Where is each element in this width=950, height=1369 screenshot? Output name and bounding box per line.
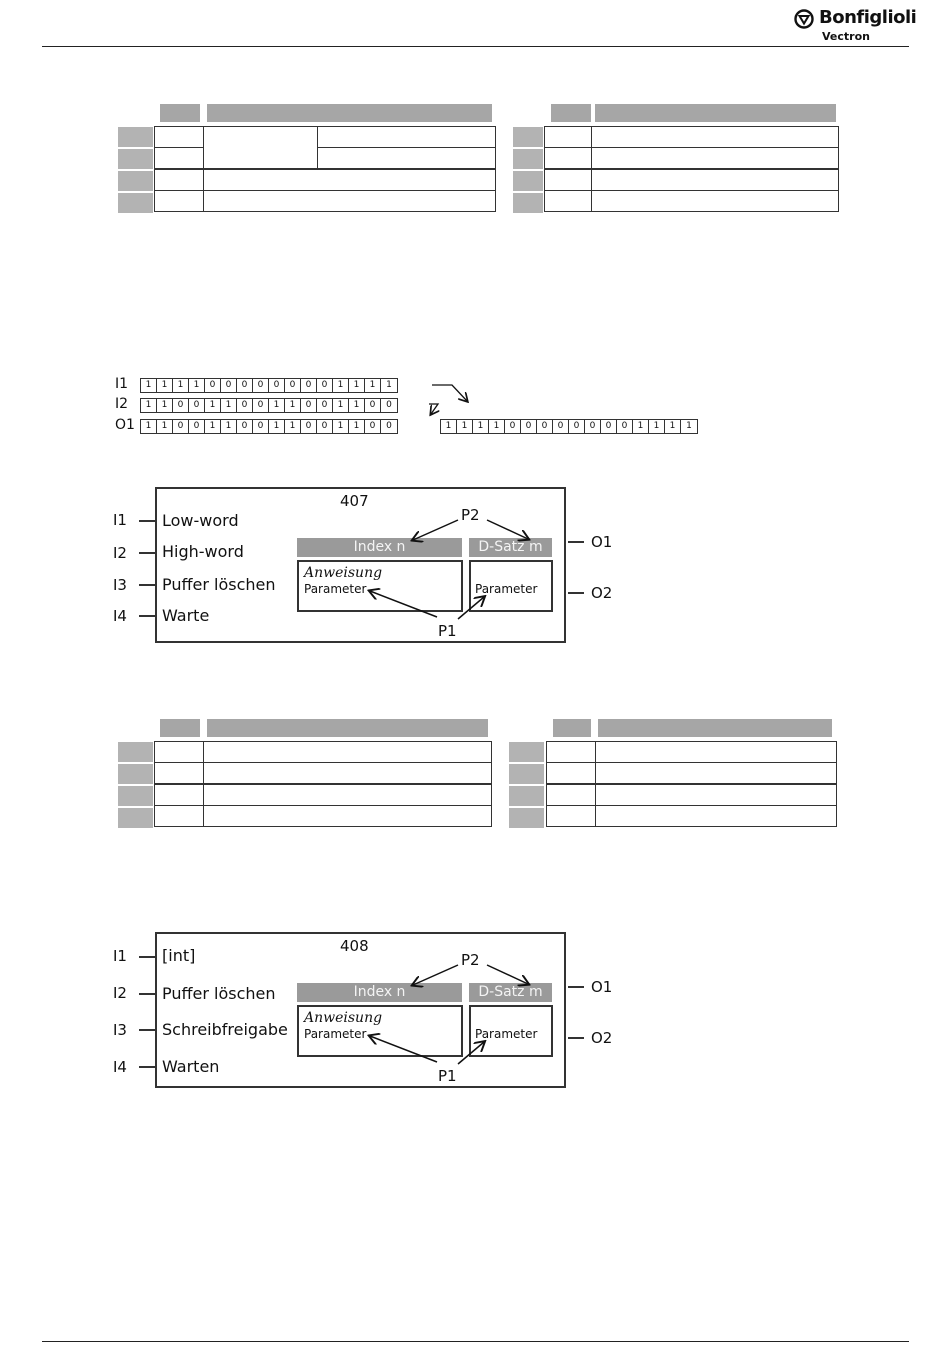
bit-cell: 1 (386, 380, 392, 390)
bit-label-o1: O1 (115, 417, 135, 433)
bit-cell: 1 (457, 420, 473, 433)
brand-name: Bonfiglioli (819, 7, 917, 28)
bit-cell: 1 (686, 421, 692, 431)
input-name-low-word: Low-word (162, 511, 239, 530)
bit-cell: 1 (333, 420, 349, 433)
bit-cell: 0 (505, 420, 521, 433)
dsatz-m-bar: D-Satz m (469, 538, 552, 557)
parameter-label-right: Parameter (475, 1027, 538, 1041)
instruction-label: Anweisung (304, 565, 383, 581)
bit-cell: 0 (253, 379, 269, 392)
output-label-o2: O2 (591, 1029, 613, 1047)
footer-rule (42, 1341, 909, 1342)
input-name-int: [int] (162, 946, 196, 965)
bit-cell: 1 (649, 420, 665, 433)
bit-cell: 0 (221, 379, 237, 392)
bit-cell: 0 (253, 399, 269, 412)
input-label-i4: I4 (113, 1058, 127, 1076)
bit-cell: 0 (269, 379, 285, 392)
bit-label-i1: I1 (115, 376, 129, 392)
bit-cell: 0 (237, 379, 253, 392)
input-label-i1: I1 (113, 947, 127, 965)
bit-cell: 0 (301, 420, 317, 433)
p2-label: P2 (461, 506, 480, 524)
output-label-o2: O2 (591, 584, 613, 602)
bit-label-i2: I2 (115, 396, 129, 412)
bit-cell: 1 (157, 379, 173, 392)
bit-cell: 0 (237, 399, 253, 412)
index-n-bar: Index n (297, 538, 462, 557)
input-name-schreibfreigabe: Schreibfreigabe (162, 1020, 288, 1039)
bit-cell: 1 (221, 420, 237, 433)
input-name-warten: Warten (162, 1057, 220, 1076)
bit-cell: 1 (349, 379, 365, 392)
block-number: 408 (340, 937, 369, 955)
bit-cell: 0 (205, 379, 221, 392)
instruction-label: Anweisung (304, 1010, 383, 1026)
bit-cell: 0 (537, 420, 553, 433)
bit-cell: 1 (141, 379, 157, 392)
bit-cell: 0 (301, 399, 317, 412)
parameter-label-left: Parameter (304, 1027, 367, 1041)
bit-cell: 0 (237, 420, 253, 433)
bit-cell: 1 (269, 399, 285, 412)
bit-cell: 0 (253, 420, 269, 433)
input-label-i3: I3 (113, 576, 127, 594)
block-number: 407 (340, 492, 369, 510)
output-label-o1: O1 (591, 533, 613, 551)
bit-cell: 0 (189, 399, 205, 412)
brand-sub: Vectron (822, 30, 870, 43)
input-label-i3: I3 (113, 1021, 127, 1039)
p2-label: P2 (461, 951, 480, 969)
index-n-bar: Index n (297, 983, 462, 1002)
input-name-puffer-loeschen: Puffer löschen (162, 575, 276, 594)
p1-label: P1 (438, 1067, 457, 1085)
bit-cell: 1 (157, 399, 173, 412)
bit-cell: 0 (317, 379, 333, 392)
bit-cell: 1 (333, 399, 349, 412)
input-label-i1: I1 (113, 511, 127, 529)
bit-cell: 1 (205, 399, 221, 412)
bit-cell: 0 (617, 420, 633, 433)
bit-cell: 1 (473, 420, 489, 433)
bit-cell: 0 (317, 420, 333, 433)
bit-cell: 0 (569, 420, 585, 433)
bit-cell: 1 (489, 420, 505, 433)
bit-cell: 1 (349, 399, 365, 412)
parameter-label-left: Parameter (304, 582, 367, 596)
input-label-i4: I4 (113, 607, 127, 625)
input-label-i2: I2 (113, 544, 127, 562)
bit-cell: 1 (349, 420, 365, 433)
p1-label: P1 (438, 622, 457, 640)
bit-cell: 1 (157, 420, 173, 433)
bit-cell: 0 (585, 420, 601, 433)
input-name-puffer-loeschen: Puffer löschen (162, 984, 276, 1003)
output-label-o1: O1 (591, 978, 613, 996)
bit-cell: 1 (285, 399, 301, 412)
bit-cell: 0 (317, 399, 333, 412)
input-name-warte: Warte (162, 606, 210, 625)
bit-cell: 1 (141, 399, 157, 412)
bit-cell: 1 (221, 399, 237, 412)
bit-cell: 0 (365, 420, 381, 433)
bit-cell: 0 (173, 420, 189, 433)
input-name-high-word: High-word (162, 542, 244, 561)
bit-cell: 0 (285, 379, 301, 392)
bit-cell: 1 (205, 420, 221, 433)
bit-cell: 1 (333, 379, 349, 392)
bit-cell: 1 (269, 420, 285, 433)
bit-cell: 0 (189, 420, 205, 433)
bit-cell: 1 (365, 379, 381, 392)
bit-cell: 1 (665, 420, 681, 433)
bit-cell: 0 (365, 399, 381, 412)
bit-cell: 0 (553, 420, 569, 433)
dsatz-m-bar: D-Satz m (469, 983, 552, 1002)
bit-cell: 0 (173, 399, 189, 412)
bit-cell: 1 (141, 420, 157, 433)
bit-cell: 1 (633, 420, 649, 433)
input-label-i2: I2 (113, 984, 127, 1002)
bit-cell: 0 (521, 420, 537, 433)
bit-cell: 1 (189, 379, 205, 392)
bit-cell: 0 (601, 420, 617, 433)
bit-cell: 0 (386, 421, 392, 431)
bit-cell: 1 (173, 379, 189, 392)
bit-cell: 1 (441, 420, 457, 433)
bit-cell: 0 (386, 400, 392, 410)
bit-cell: 1 (285, 420, 301, 433)
parameter-label-right: Parameter (475, 582, 538, 596)
bit-cell: 0 (301, 379, 317, 392)
